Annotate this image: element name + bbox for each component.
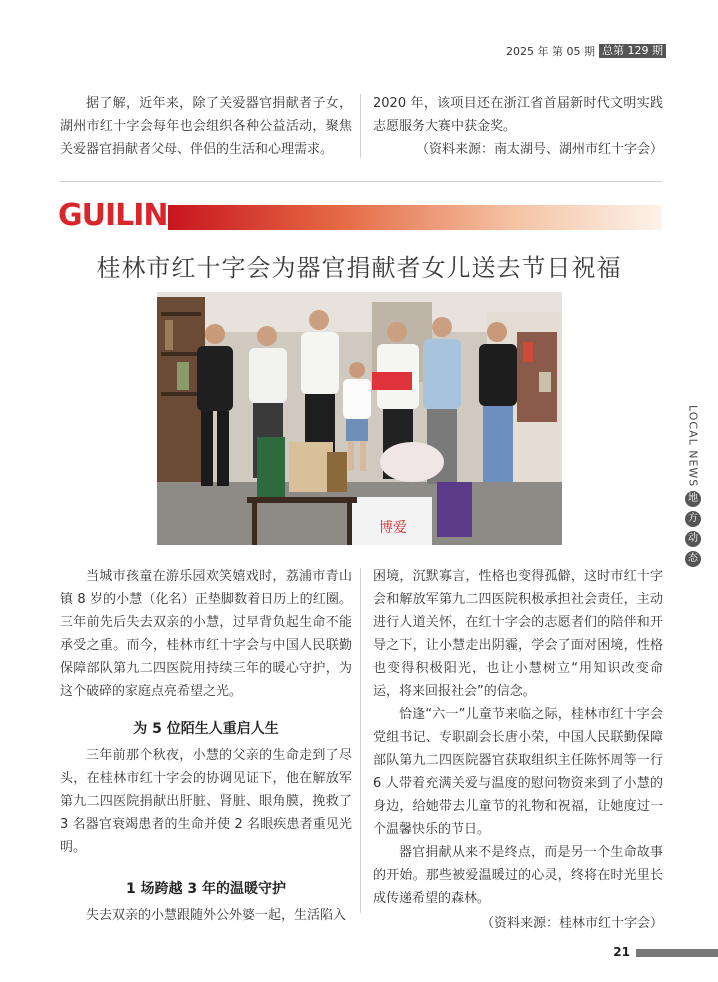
column-divider-bottom bbox=[360, 568, 361, 913]
side-tab-char-2: 方 bbox=[685, 511, 701, 527]
right-paragraph-3: 器官捐献从来不是终点，而是另一个生命故事的开始。那些被爱温暖过的心灵，终将在时光里长成传递希望的森林。 bbox=[373, 845, 663, 906]
article-left-column bbox=[60, 565, 352, 927]
left-paragraph-1: 当城市孩童在游乐园欢笑嬉戏时，荔浦市青山镇 8 岁的小慧（化名）正垫脚数着日历上的红圈。三年前先后失去双亲的小慧，过早背负起生命不能承受之重。而今，桂林市红十字会与中国人民联勤保障部队第九二四医院用持续三年的暖心守护，为这个破碎的家庭点亮希望之光。 bbox=[60, 569, 352, 699]
local-news-side-tab bbox=[682, 405, 704, 567]
left-paragraph-3: 失去双亲的小慧跟随外公外婆一起，生活陷入 bbox=[86, 908, 347, 923]
side-tab-char-4: 态 bbox=[685, 551, 701, 567]
gift-box-label: 博爱 bbox=[379, 520, 407, 536]
section-gradient-bar bbox=[168, 205, 662, 230]
article-source: （资料来源：桂林市红十字会） bbox=[480, 916, 663, 931]
section-divider bbox=[60, 181, 662, 182]
top-left-paragraph: 据了解，近年来，除了关爱器官捐献者子女，湖州市红十字会每年也会组织各种公益活动，聚焦关爱器官捐献者父母、伴侣的生活和心理需求。 bbox=[60, 96, 352, 157]
right-paragraph-2: 恰逢“六一”儿童节来临之际，桂林市红十字会党组书记、专职副会长唐小荣，中国人民联勤保障部队第九二四医院器官获取组织主任陈怀周等一行 6 人带着充满关爱与温度的慰问物资来到了小慧的身边，给她带去儿童节的礼物和祝福，让她度过一个温馨快乐的节日。 bbox=[373, 707, 663, 837]
side-tab-char-3: 动 bbox=[685, 531, 701, 547]
issue-label: 2025 年 第 05 期 bbox=[506, 45, 595, 58]
column-divider-top bbox=[360, 94, 361, 158]
issue-header bbox=[506, 43, 666, 59]
section-label: GUILIN bbox=[58, 198, 168, 233]
side-tab-english: LOCAL NEWS bbox=[686, 405, 700, 488]
article-right-column bbox=[373, 565, 663, 935]
subheading-1: 为 5 位陌生人重启人生 bbox=[133, 721, 279, 737]
page-number: 21 bbox=[613, 945, 630, 959]
side-tab-char-1: 地 bbox=[685, 491, 701, 507]
top-right-source: （资料来源：南太湖号、湖州市红十字会） bbox=[415, 142, 663, 157]
article-headline: 桂林市红十字会为器官捐献者女儿送去节日祝福 bbox=[96, 254, 622, 282]
top-right-paragraph: 2020 年，该项目还在浙江省首届新时代文明实践志愿服务大赛中获金奖。 bbox=[373, 96, 663, 134]
article-photo bbox=[157, 292, 562, 545]
subheading-2: 1 场跨越 3 年的温暖守护 bbox=[125, 881, 287, 897]
right-paragraph-1: 困境，沉默寡言，性格也变得孤僻，这时市红十字会和解放军第九二四医院积极承担社会责任，主动进行人道关怀，在红十字会的志愿者们的陪伴和开导之下，让小慧走出阴霾，学会了面对困境，性格也变得积极阳光，也让小慧树立“用知识改变命运，将来回报社会”的信念。 bbox=[373, 569, 663, 699]
total-issue-badge: 总第 129 期 bbox=[599, 44, 666, 58]
page-number-bar bbox=[636, 949, 718, 957]
left-paragraph-2: 三年前那个秋夜，小慧的父亲的生命走到了尽头，在桂林市红十字会的协调见证下，他在解放军第九二四医院捐献出肝脏、肾脏、眼角膜，挽救了 3 名器官衰竭患者的生命并使 2 名眼疾患者重见光明。 bbox=[60, 748, 352, 855]
